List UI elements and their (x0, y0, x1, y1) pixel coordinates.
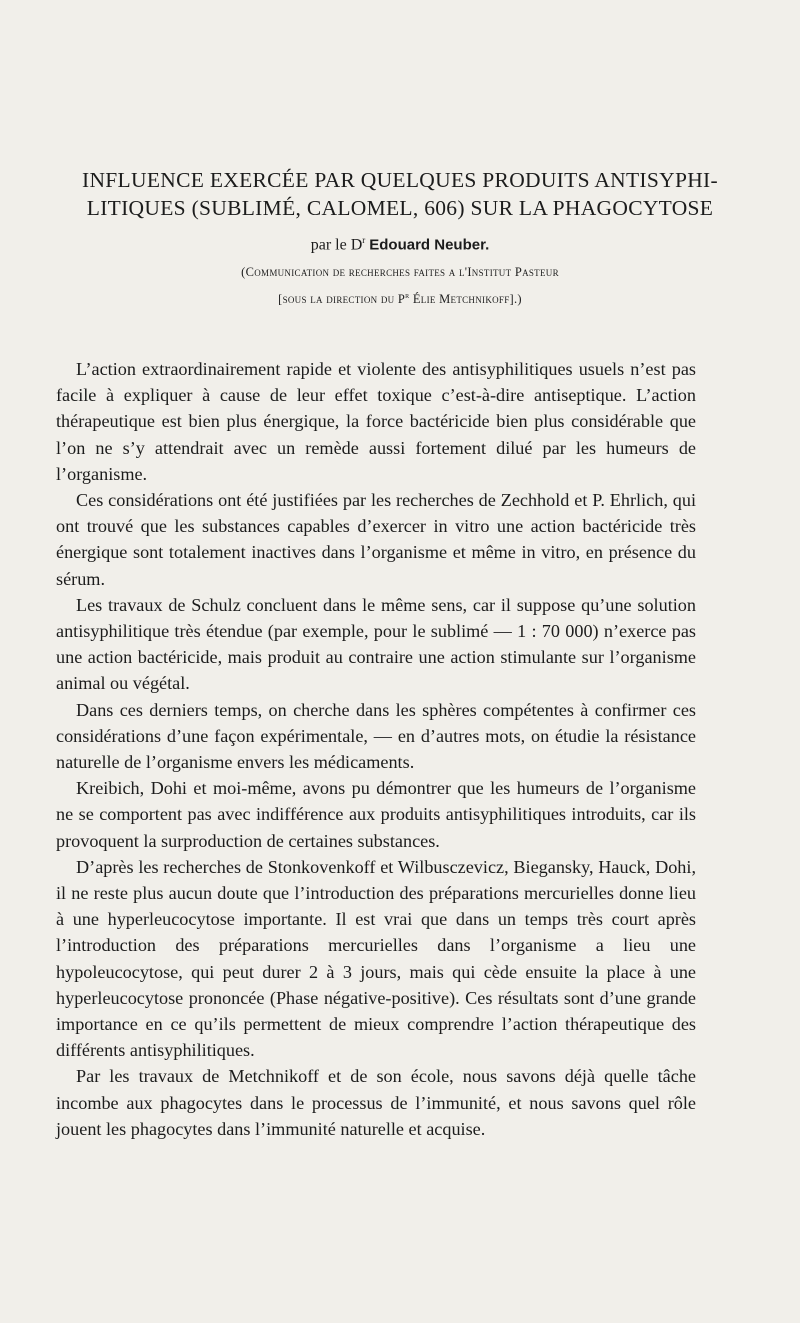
paragraph: Par les travaux de Metchnikoff et de son école, nous savons déjà quelle tâche incombe aux phagocytes dans le processus de l’immunité, et nous savons quel rôle jouent les phagocytes dans l’immunité naturelle et acquise. (56, 1066, 696, 1139)
communication-note-line-1: (Communication de recherches faites a l'Institut Pasteur (241, 265, 559, 279)
note-line-2-start: [sous la direction du P (278, 292, 406, 307)
communication-note-line-2 (0, 285, 800, 309)
byline-prefix: par le D (310, 236, 363, 254)
byline-sup: r (362, 235, 366, 245)
paragraph: Dans ces derniers temps, on cherche dans les sphères compétentes à confirmer ces considérations d’une façon expérimentale, — en d’autres mots, on étudie la résistance naturelle de l’organisme envers les médicaments. (56, 699, 696, 773)
author-byline (0, 229, 800, 256)
note-line-2-sup: r (405, 290, 410, 300)
paragraph: Les travaux de Schulz concluent dans le même sens, car il suppose qu’une solution antisyphilitique très étendue (par exemple, pour le sublimé — 1 : 70 000) n’exerce pas une action bactéricide, mais produit au contraire une action stimulante sur l’organisme animal ou végétal. (56, 594, 696, 694)
paragraph: Kreibich, Dohi et moi-même, avons pu démontrer que les humeurs de l’organisme ne se comportent pas avec indifférence aux produits antisyphilitiques introduits, car ils provoquent la surproduction de certaines substances. (56, 778, 696, 851)
article-title (58, 166, 742, 222)
title-line-2: LITIQUES (SUBLIMÉ, CALOMEL, 606) SUR LA PHAGOCYTOSE (86, 196, 714, 220)
paragraph: Ces considérations ont été justifiées par les recherches de Zechhold et P. Ehrlich, qui ont trouvé que les substances capables d’exercer in vitro une action bactéricide très énergique sont totalement inactives dans l’organisme et même in vitro, en présence du sérum. (56, 490, 696, 589)
paragraph: D’après les recherches de Stonkovenkoff et Wilbusczevicz, Biegansky, Hauck, Dohi, il ne reste plus aucun doute que l’introduction des préparations mercurielles donne lieu à une hyperleucocytose importante. Il est vrai que dans un temps très court après l’introduction des préparations mercurielles dans l’organisme a lieu une hypoleucocytose, qui peut durer 2 à 3 jours, mais qui cède ensuite la place à une hyperleucocytose prononcée (Phase négative-positive). Ces résultats sont d’une grande importance en ce qu’ils permettent de mieux comprendre l’action thérapeutique des différents antisyphilitiques. (56, 856, 696, 1061)
note-line-2-end: Élie Metchnikoff].) (409, 292, 522, 307)
paragraph: L’action extraordinairement rapide et violente des antisyphilitiques usuels n’est pas facile à expliquer à cause de leur effet toxique c’est-à-dire antiseptique. L’action thérapeutique est bien plus énergique, la force bactéricide bien plus considérable que l’on ne s’y attendrait avec un remède aussi fortement dilué par les humeurs de l’organisme. (56, 359, 696, 484)
article-body (56, 356, 696, 1142)
author-name: Edouard Neuber. (369, 236, 490, 254)
title-line-1: INFLUENCE EXERCÉE PAR QUELQUES PRODUITS ANTISYPHI- (82, 168, 718, 192)
